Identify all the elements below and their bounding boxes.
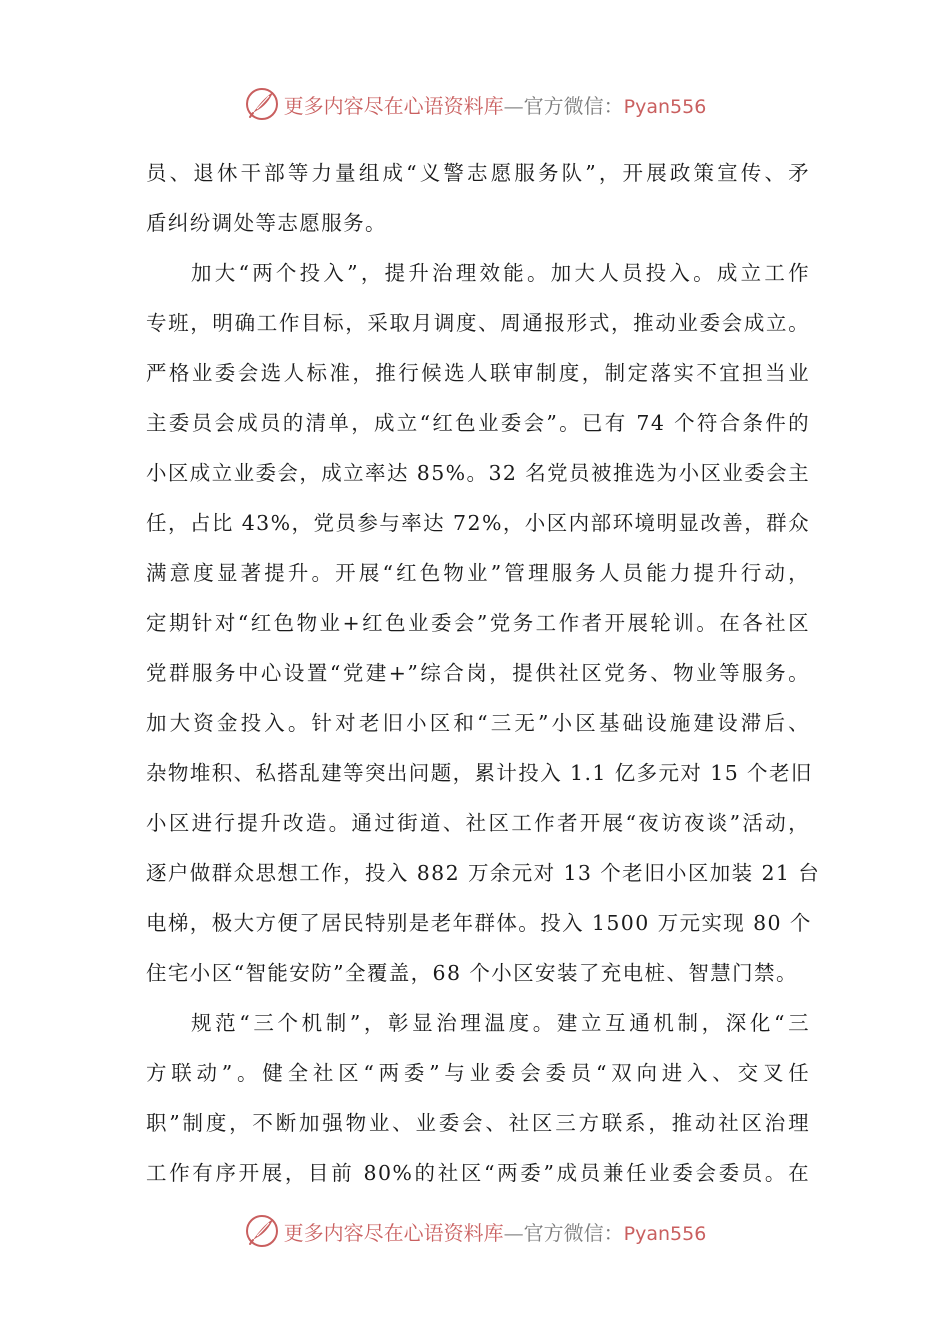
text-line: 加大“两个投入”，提升治理效能。加大人员投入。成立工作 — [191, 261, 810, 285]
banner-title: 更多内容尽在心语资料库 — [283, 1220, 504, 1245]
banner-wechat-label: 官方微信： — [523, 1220, 624, 1245]
footer-banner — [0, 1211, 950, 1251]
quill-pen-circle-icon — [244, 86, 280, 122]
document-body — [146, 148, 821, 1198]
text-line: 小区成立业委会，成立率达 85%。32 名党员被推选为小区业委会主 — [146, 461, 810, 485]
paragraph-2 — [146, 248, 821, 998]
header-banner — [0, 84, 950, 124]
text-line: 严格业委会选人标准，推行候选人联审制度，制定落实不宜担当业 — [146, 361, 810, 385]
banner-message — [284, 1217, 707, 1246]
text-line: 定期针对“红色物业+红色业委会”党务工作者开展轮训。在各社区 — [146, 611, 810, 635]
banner-wechat-id: Pyan556 — [623, 1222, 707, 1245]
banner-wechat-id: Pyan556 — [623, 95, 707, 118]
text-line: 电梯，极大方便了居民特别是老年群体。投入 1500 万元实现 80 个 — [146, 911, 812, 935]
text-line: 方联动”。健全社区“两委”与业委会委员“双向进入、交叉任 — [146, 1061, 810, 1085]
banner-title: 更多内容尽在心语资料库 — [283, 93, 504, 118]
paragraph-1 — [146, 148, 810, 248]
text-line: 主委员会成员的清单，成立“红色业委会”。已有 74 个符合条件的 — [146, 411, 810, 435]
text-line: 加大资金投入。针对老旧小区和“三无”小区基础设施建设滞后、 — [146, 711, 810, 735]
banner-separator: — — [503, 1220, 524, 1245]
quill-pen-circle-icon — [244, 1213, 280, 1249]
banner-wechat-label: 官方微信： — [523, 93, 624, 118]
text-line: 工作有序开展，目前 80%的社区“两委”成员兼任业委会委员。在 — [146, 1161, 810, 1185]
paragraph-3 — [146, 998, 810, 1198]
text-line: 盾纠纷调处等志愿服务。 — [146, 211, 387, 235]
text-line: 逐户做群众思想工作，投入 882 万余元对 13 个老旧小区加装 21 台 — [146, 861, 821, 885]
text-line: 任，占比 43%，党员参与率达 72%，小区内部环境明显改善，群众 — [146, 511, 810, 535]
text-line: 规范“三个机制”，彰显治理温度。建立互通机制，深化“三 — [191, 1011, 810, 1035]
text-line: 员、退休干部等力量组成“义警志愿服务队”，开展政策宣传、矛 — [146, 161, 810, 185]
text-line: 小区进行提升改造。通过街道、社区工作者开展“夜访夜谈”活动， — [146, 811, 810, 835]
text-line: 满意度显著提升。开展“红色物业”管理服务人员能力提升行动， — [146, 561, 810, 585]
text-line: 专班，明确工作目标，采取月调度、周通报形式，推动业委会成立。 — [146, 311, 810, 335]
text-line: 住宅小区“智能安防”全覆盖，68 个小区安装了充电桩、智慧门禁。 — [146, 961, 798, 985]
banner-separator: — — [503, 93, 524, 118]
text-line: 职”制度，不断加强物业、业委会、社区三方联系，推动社区治理 — [146, 1111, 810, 1135]
text-line: 杂物堆积、私搭乱建等突出问题，累计投入 1.1 亿多元对 15 个老旧 — [146, 761, 813, 785]
banner-message — [284, 90, 707, 119]
text-line: 党群服务中心设置“党建+”综合岗，提供社区党务、物业等服务。 — [146, 661, 810, 685]
